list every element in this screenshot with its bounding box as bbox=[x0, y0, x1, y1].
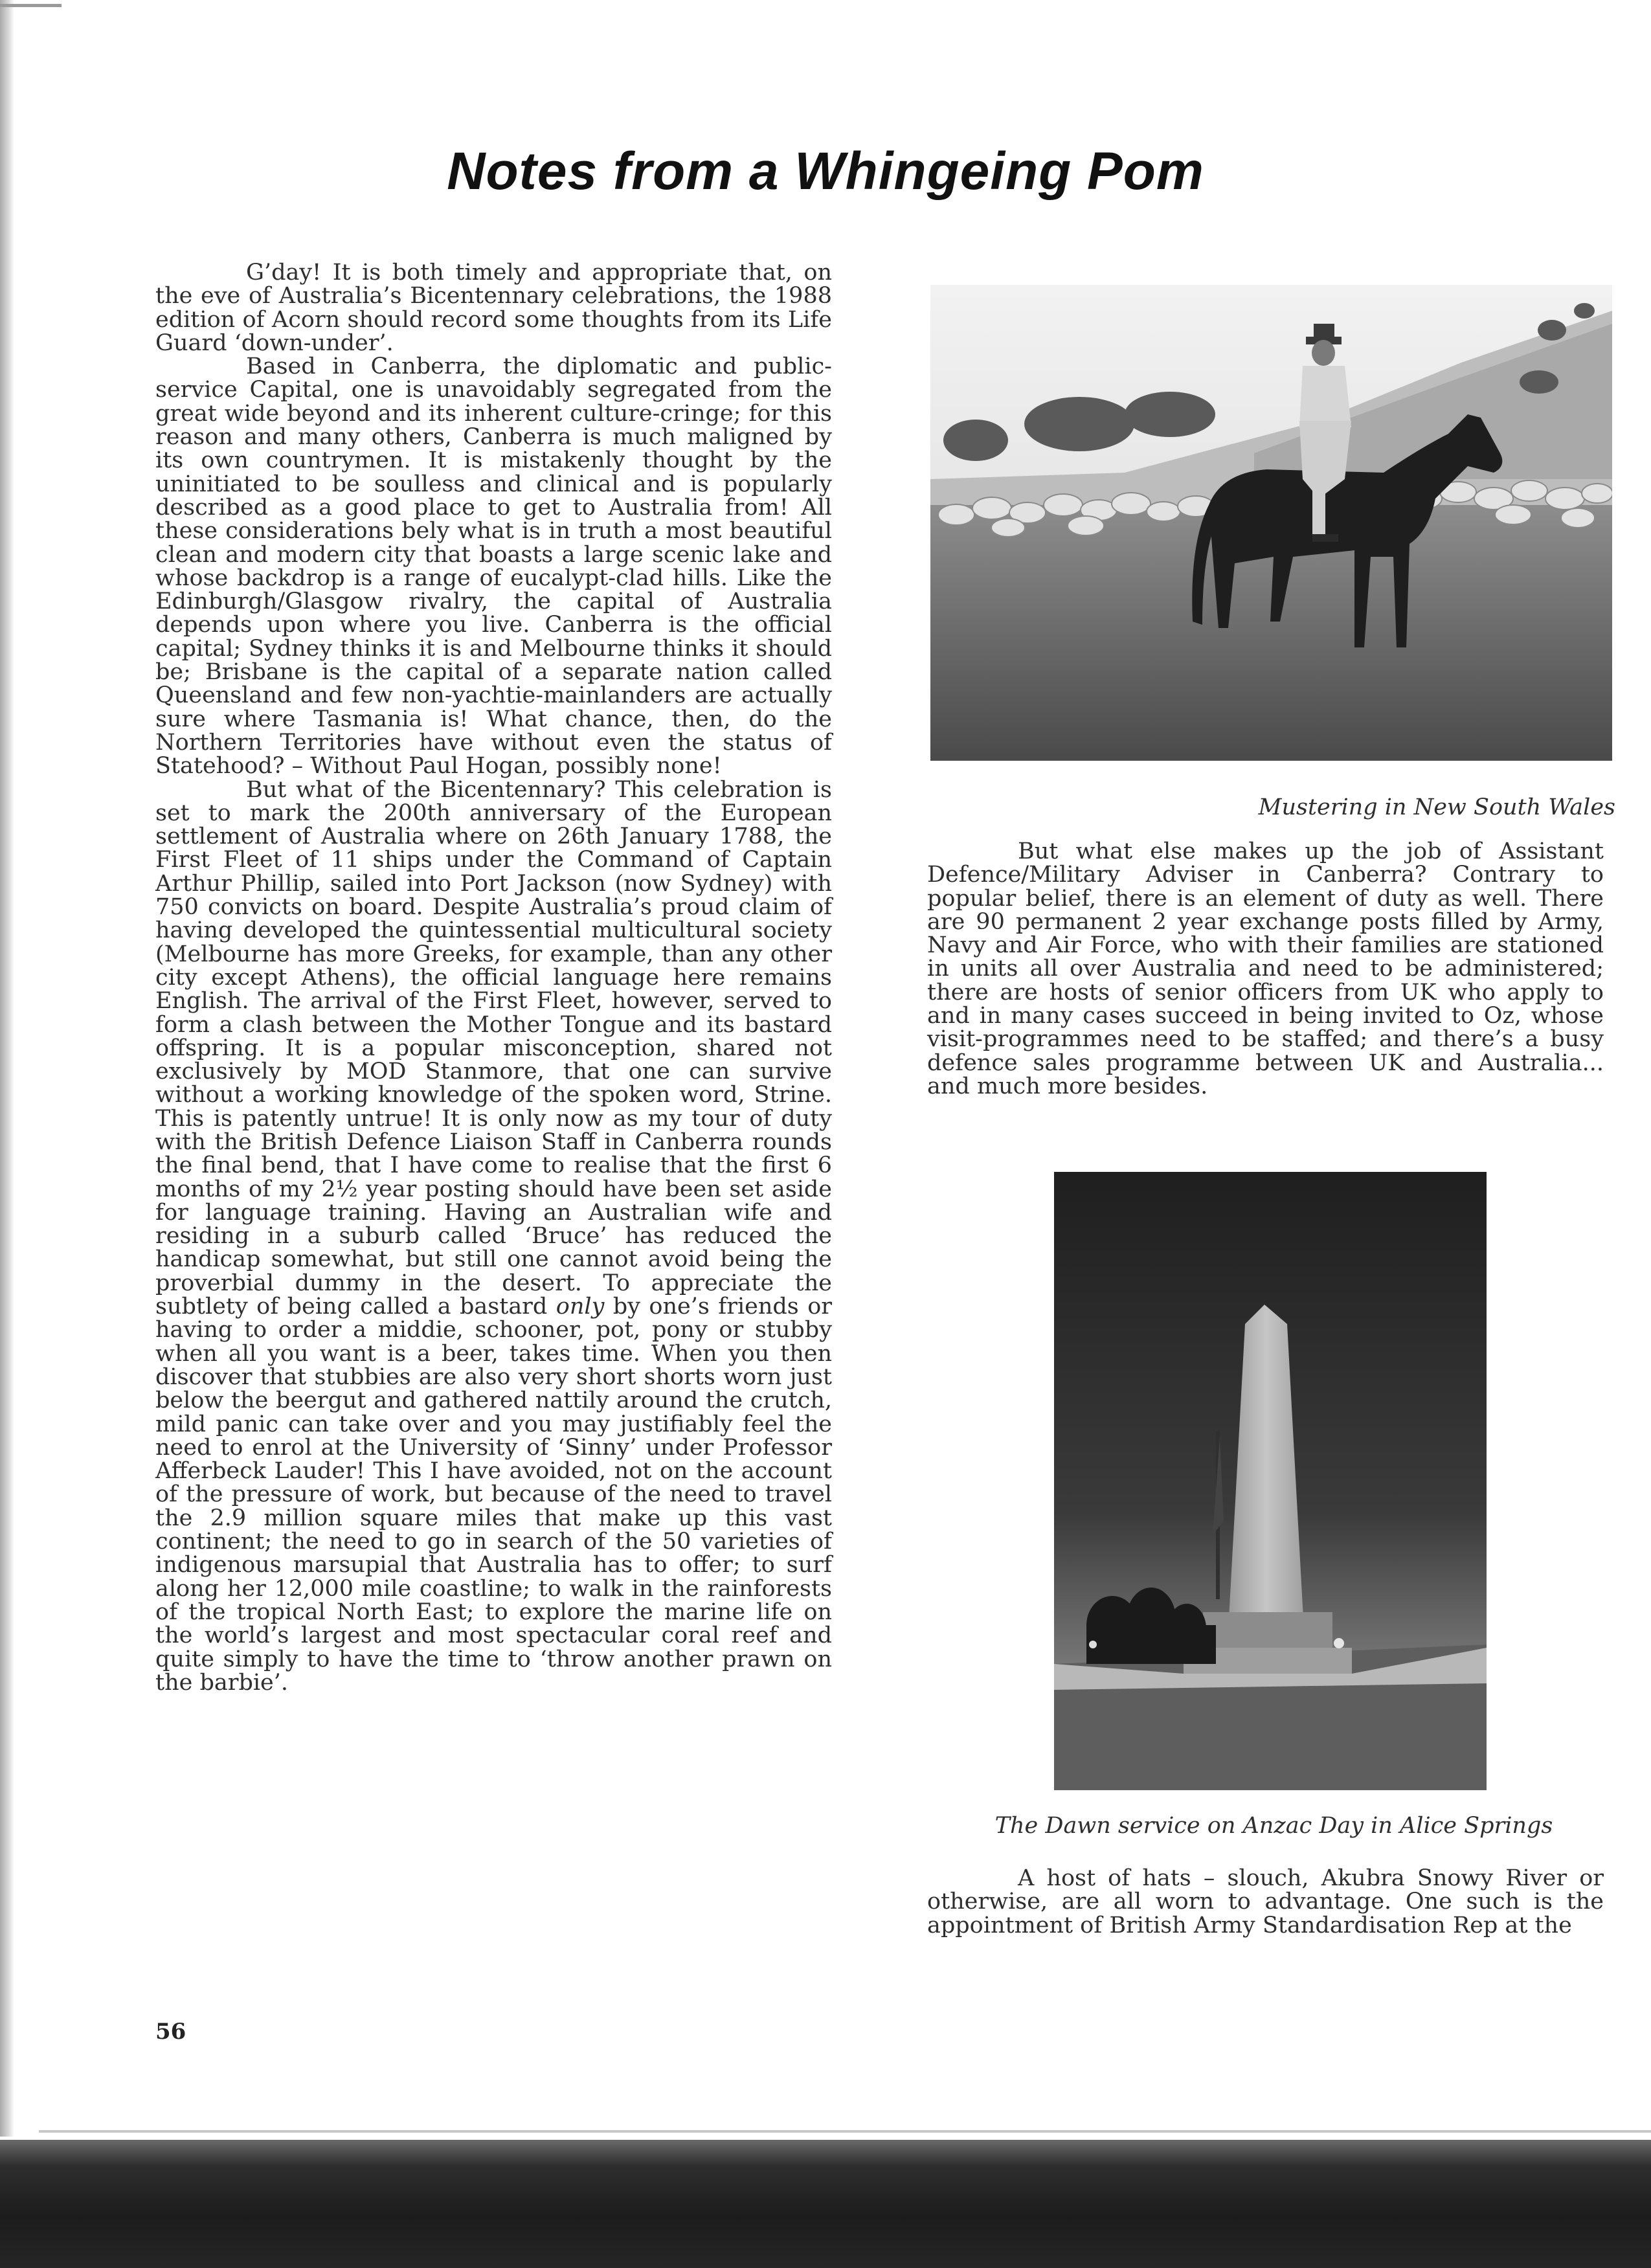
paragraph-bicentennary-end: by one’s friends or having to order a middie, schooner, pot, pony or stubby when all you want is a beer, takes time. When you then discover that stubbies are also very short shorts worn just below the beergut and gathered nattily around the crutch, mild panic can take over and you may justifiably feel the need to enrol at the University of ‘Sinny’ under Professor Afferbeck Lauder! This I have avoided, not on the account of the pressure of work, but because of the need to travel the 2.9 million square miles that make up this vast continent; the need to go in search of the 50 varieties of indigenous marsupial that Australia has to offer; to surf along her 12,000 mile coastline; to walk in the rainforests of the tropical North East; to explore the marine life on the world’s largest and most spectacular coral reef and quite simply to have the time to ‘throw another prawn on the barbie’. bbox=[155, 1294, 832, 1696]
right-column-bottom bbox=[927, 1867, 1604, 1937]
paragraph-bicentennary-start: But what of the Bicentennary? This celebration is set to mark the 200th anniversary of the European settlement of Australia where on 26th January 1788, the First Fleet of 11 ships under the Command of Captain Arthur Phillip, sailed into Port Jackson (now Sydney) with 750 convicts on board. Despite Australia’s proud claim of having developed the quintessential multicultural society (Melbourne has more Greeks, for example, than any other city except Athens), the official language here remains English. The arrival of the First Fleet, however, served to form a clash between the Mother Tongue and its bastard offspring. It is a popular misconception, shared not exclusively by MOD Stanmore, that one can survive without a working knowledge of the spoken word, Strine. This is patently untrue! It is only now as my tour of duty with the British Defence Liaison Staff in Canberra rounds the final bend, that I have come to realise that the first 6 months of my 2½ year posting should have been set aside for language training. Having an Australian wife and residing in a suburb called ‘Bruce’ has reduced the handicap somewhat, but still one cannot avoid being the proverbial dummy in the desert. To appreciate the subtlety of being called a bastard bbox=[155, 776, 832, 1320]
paragraph-duties: But what else makes up the job of Assistant Defence/Military Adviser in Canberra? Contrary to popular belief, there is an element of duty as well. There are 90 permanent 2 year exchange posts filled by Army, Navy and Air Force, who with their families are stationed in units all over Australia and need to be administered; there are hosts of senior officers from UK who apply to and in many cases succeed in being invited to Oz, whose visit-programmes need to be staffed; and there’s a busy defence sales programme between UK and Australia... and much more besides. bbox=[927, 838, 1604, 1099]
photo-mustering bbox=[930, 285, 1612, 761]
caption-dawn-service: The Dawn service on Anzac Day in Alice Springs bbox=[994, 1813, 1553, 1839]
paragraph-canberra: Based in Canberra, the diplomatic and public-service Capital, one is unavoidably segregated from the great wide beyond and its inherent culture-cringe; for this reason and many others, Canberra is much maligned by its own countrymen. It is mistakenly thought by the uninitiated to be soulless and clinical and is popularly described as a good place to get to Australia from! All these considerations bely what is in truth a most beautiful clean and modern city that boasts a large scenic lake and whose backdrop is a range of eucalypt-clad hills. Like the Edinburgh/Glasgow rivalry, the capital of Australia depends upon where you live. Canberra is the official capital; Sydney thinks it is and Melbourne thinks it should be; Brisbane is the capital of a separate nation called Queensland and few non-yachtie-mainlanders are actually sure where Tasmania is! What chance, then, do the Northern Territories have without even the status of Statehood? – Without Paul Hogan, possibly none! bbox=[155, 354, 832, 780]
page-fold-line bbox=[39, 2130, 1651, 2133]
photo-dawn-service bbox=[1054, 1172, 1487, 1790]
article-title: Notes from a Whingeing Pom bbox=[447, 142, 1204, 201]
scan-bottom-edge bbox=[0, 2140, 1651, 2268]
page-number: 56 bbox=[155, 2019, 186, 2045]
paragraph-bicentennary bbox=[155, 778, 832, 1695]
page-spine-shadow bbox=[0, 0, 14, 2137]
caption-mustering: Mustering in New South Wales bbox=[1258, 794, 1615, 820]
paragraph-intro: G’day! It is both timely and appropriate that, on the eve of Australia’s Bicentennary celebrations, the 1988 edition of Acorn should record some thoughts from its Life Guard ‘down-under’. bbox=[155, 260, 832, 356]
emphasis-only: only bbox=[556, 1294, 605, 1320]
left-column bbox=[155, 261, 832, 1694]
scan-mark bbox=[0, 4, 62, 7]
paragraph-hats: A host of hats – slouch, Akubra Snowy River or otherwise, are all worn to advantage. One such is the appointment of British Army Standardisation Rep at the bbox=[927, 1865, 1604, 1938]
right-column-top bbox=[927, 840, 1604, 1098]
